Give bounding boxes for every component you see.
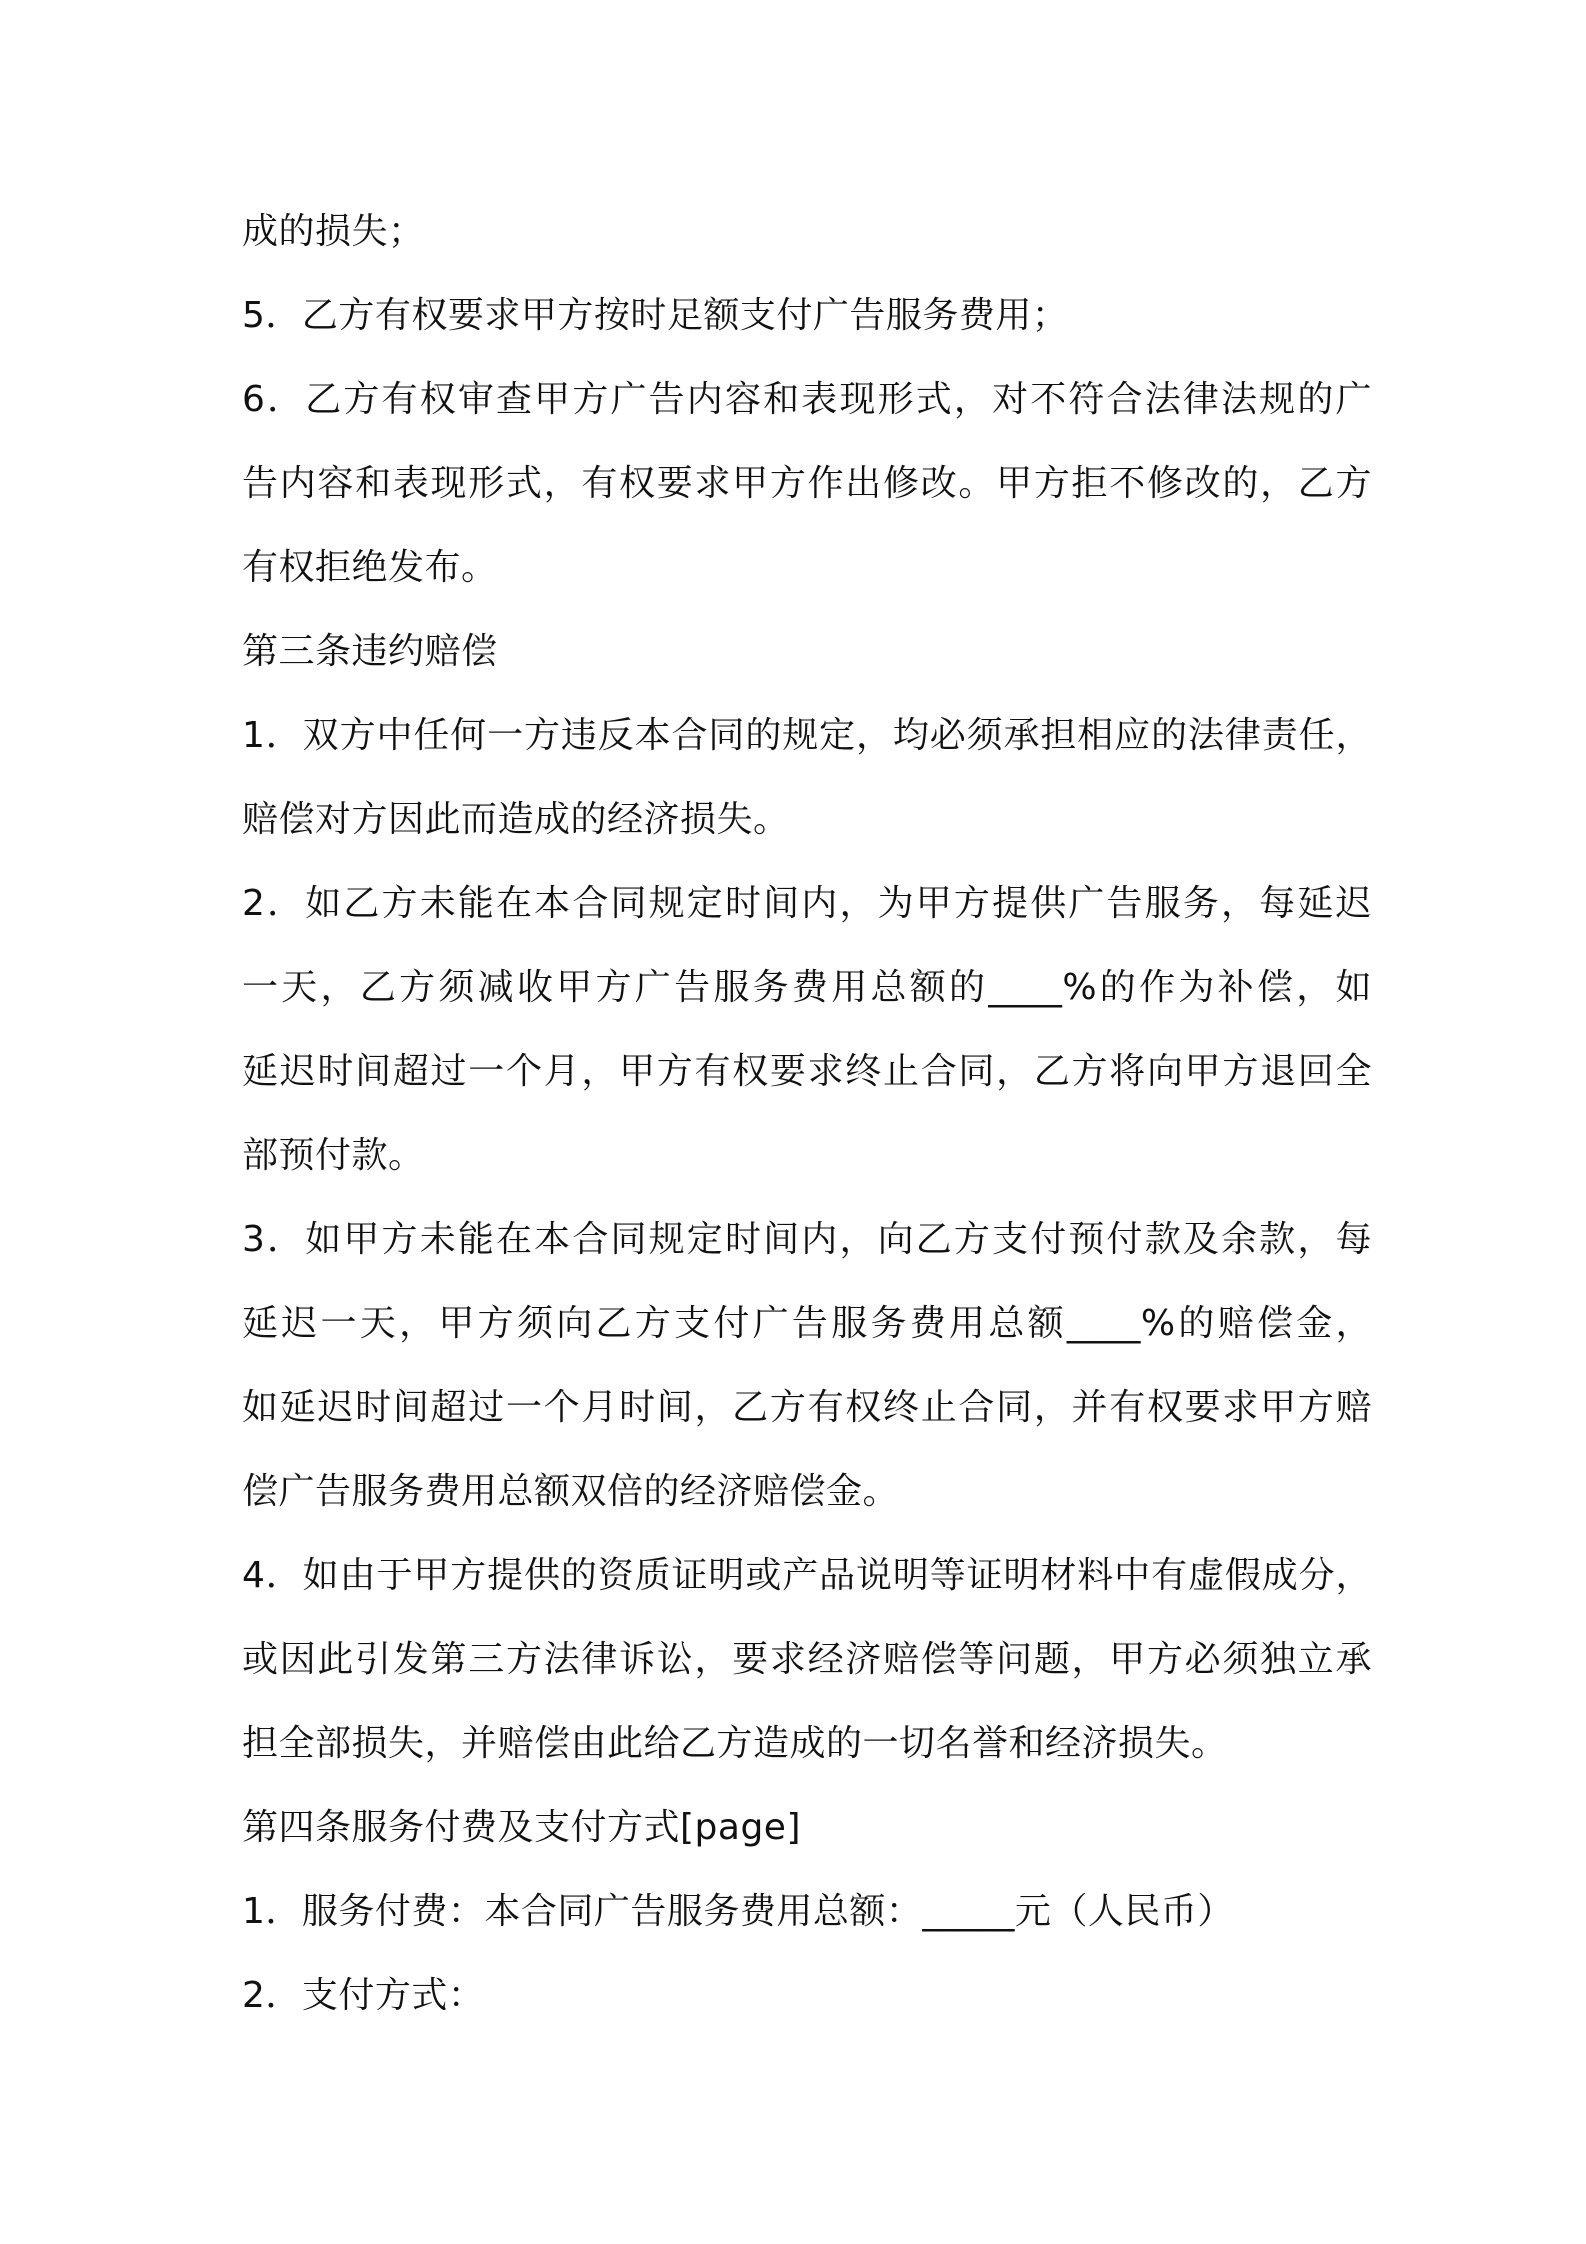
- clause-line: 5．乙方有权要求甲方按时足额支付广告服务费用；: [242, 295, 1069, 336]
- paragraph-line: 延迟时间超过一个月，甲方有权要求终止合同，乙方将向甲方退回全: [242, 1051, 1372, 1092]
- clause-line: 6．乙方有权审查甲方广告内容和表现形式，对不符合法律法规的广: [242, 379, 1372, 420]
- section-heading: 第三条违约赔偿: [242, 631, 498, 672]
- section-heading: 第四条服务付费及支付方式[page]: [242, 1807, 802, 1848]
- paragraph-line: 一天，乙方须减收甲方广告服务费用总额的____%的作为补偿，如: [242, 967, 1372, 1008]
- clause-line: 4．如由于甲方提供的资质证明或产品说明等证明材料中有虚假成分，: [242, 1555, 1372, 1596]
- clause-line: 2．如乙方未能在本合同规定时间内，为甲方提供广告服务，每延迟: [242, 883, 1372, 924]
- document-body: [242, 190, 1372, 2038]
- paragraph-line: 担全部损失，并赔偿由此给乙方造成的一切名誉和经济损失。: [242, 1723, 1228, 1764]
- paragraph-line: 偿广告服务费用总额双倍的经济赔偿金。: [242, 1471, 900, 1512]
- paragraph-line: 告内容和表现形式，有权要求甲方作出修改。甲方拒不修改的，乙方: [242, 463, 1372, 504]
- paragraph-line: 如延迟时间超过一个月时间，乙方有权终止合同，并有权要求甲方赔: [242, 1387, 1372, 1428]
- paragraph-line: 或因此引发第三方法律诉讼，要求经济赔偿等问题，甲方必须独立承: [242, 1639, 1372, 1680]
- clause-line: 3．如甲方未能在本合同规定时间内，向乙方支付预付款及余款，每: [242, 1219, 1372, 1260]
- paragraph-line: 有权拒绝发布。: [242, 547, 498, 588]
- paragraph-line: 延迟一天，甲方须向乙方支付广告服务费用总额____%的赔偿金，: [242, 1303, 1372, 1344]
- clause-line: 2．支付方式：: [242, 1975, 485, 2016]
- paragraph-line: 部预付款。: [242, 1135, 425, 1176]
- clause-line: 1．双方中任何一方违反本合同的规定，均必须承担相应的法律责任，: [242, 715, 1372, 756]
- paragraph-line: 成的损失；: [242, 211, 425, 252]
- paragraph-line: 赔偿对方因此而造成的经济损失。: [242, 799, 790, 840]
- clause-line: 1．服务付费：本合同广告服务费用总额：_____元（人民币）: [242, 1891, 1234, 1932]
